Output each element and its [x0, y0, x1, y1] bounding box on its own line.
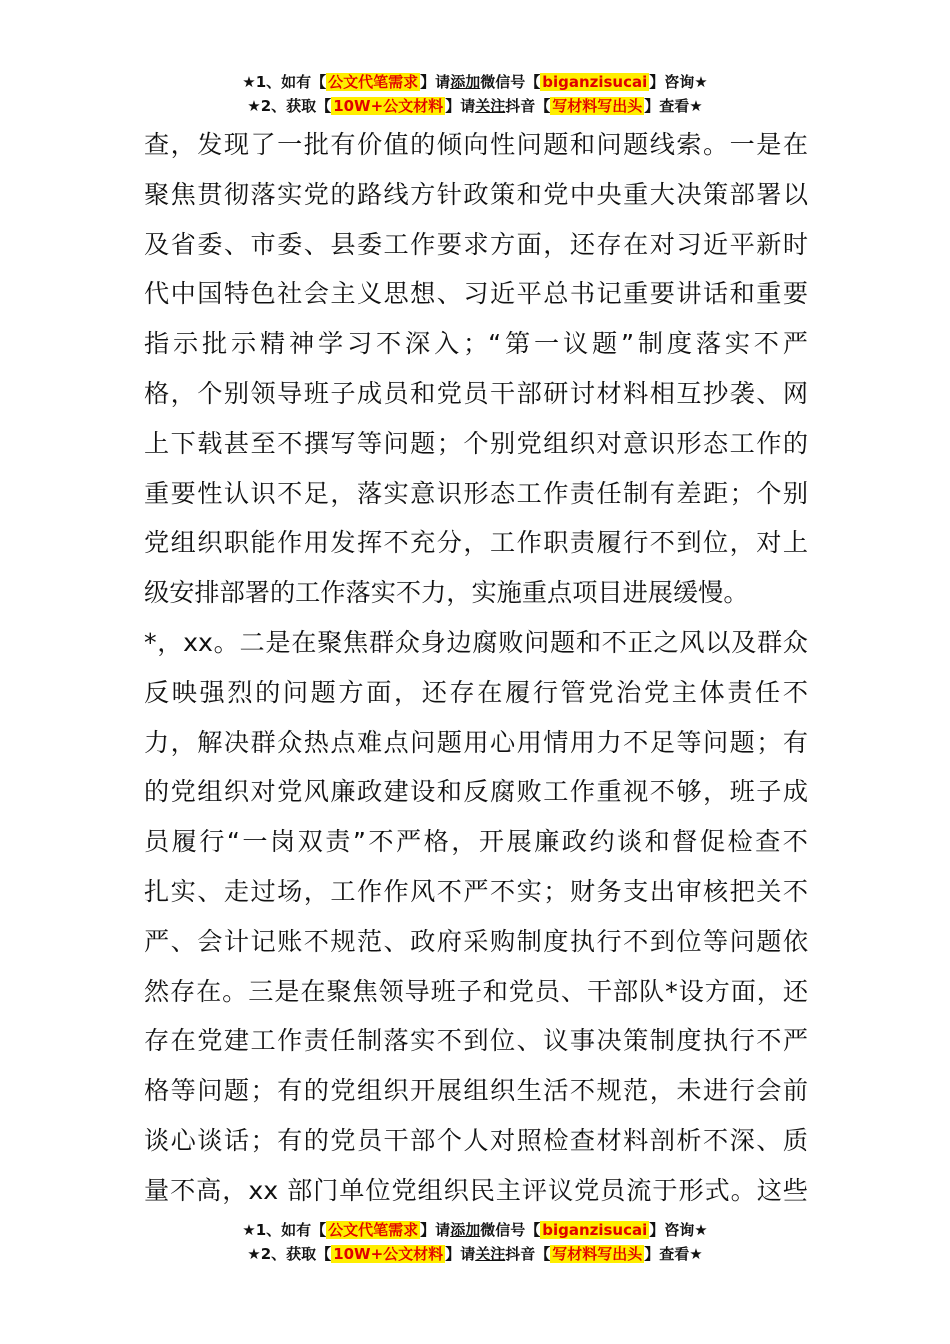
highlight-tag: 10W+公文材料: [333, 97, 444, 115]
body-line: 上下载甚至不撰写等问题；个别党组织对意识形态工作的: [144, 428, 808, 458]
body-line: 代中国特色社会主义思想、习近平总书记重要讲话和重要: [144, 279, 808, 309]
body-line: 格等问题；有的党组织开展组织生活不规范，未进行会前: [144, 1076, 808, 1106]
body-line: 格，个别领导班子成员和党员干部研讨材料相互抄袭、网: [144, 378, 808, 408]
banner-text: ★2、获取【: [247, 97, 332, 115]
banner-text: 】咨询★: [649, 73, 708, 91]
banner-text: ★1、如有【: [242, 1221, 327, 1239]
banner-text: 】请: [420, 73, 451, 91]
body-line: 聚焦贯彻落实党的路线方针政策和党中央重大决策部署以: [144, 179, 808, 209]
body-line: 严、会计记账不规范、政府采购制度执行不到位等问题依: [144, 926, 808, 956]
body-line: 存在党建工作责任制落实不到位、议事决策制度执行不严: [144, 1026, 808, 1056]
wechat-id-highlight: biganzisucai: [542, 1221, 648, 1239]
body-line: 量不高，xx 部门单位党组织民主评议党员流于形式。这些: [144, 1175, 808, 1205]
banner-line-2: [0, 94, 950, 118]
body-line: 级安排部署的工作落实不力，实施重点项目进展缓慢。: [144, 578, 749, 608]
body-line: 指示批示精神学习不深入；“第一议题”制度落实不严: [144, 329, 808, 359]
banner-text: 】咨询★: [649, 1221, 708, 1239]
body-line: 反映强烈的问题方面，还存在履行管党治党主体责任不: [144, 677, 808, 707]
banner-text: ★2、获取【: [247, 1245, 332, 1263]
banner-text: 】请: [445, 1245, 476, 1263]
highlight-tag: 公文代笔需求: [328, 73, 419, 91]
highlight-tag: 公文代笔需求: [328, 1221, 419, 1239]
banner-text: 抖音【: [505, 97, 551, 115]
banner-line-1: [0, 1218, 950, 1242]
banner-line-1: [0, 70, 950, 94]
body-line: 员履行“一岗双责”不严格，开展廉政约谈和督促检查不: [144, 827, 808, 857]
banner-text: 】请: [420, 1221, 451, 1239]
banner-text: 】查看★: [644, 1245, 703, 1263]
banner-text: ★1、如有【: [242, 73, 327, 91]
banner-text: 微信号【: [480, 73, 541, 91]
banner-text: 抖音【: [505, 1245, 551, 1263]
douyin-account-highlight: 写材料写出头: [552, 97, 643, 115]
underlined-text: 关注: [475, 1245, 506, 1263]
underlined-text: 关注: [475, 97, 506, 115]
body-line: 力，解决群众热点难点问题用心用情用力不足等问题；有: [144, 727, 808, 757]
header-banner: [0, 70, 950, 118]
footer-banner: [0, 1218, 950, 1266]
body-line: 然存在。三是在聚焦领导班子和党员、干部队*设方面，还: [144, 976, 808, 1006]
body-line: 的党组织对党风廉政建设和反腐败工作重视不够，班子成: [144, 777, 808, 807]
body-line: 谈心谈话；有的党员干部个人对照检查材料剖析不深、质: [144, 1125, 808, 1155]
douyin-account-highlight: 写材料写出头: [552, 1245, 643, 1263]
body-line: 党组织职能作用发挥不充分，工作职责履行不到位，对上: [144, 528, 808, 558]
body-line: 扎实、走过场，工作作风不严不实；财务支出审核把关不: [144, 876, 808, 906]
body-line: 查，发现了一批有价值的倾向性问题和问题线索。一是在: [144, 130, 808, 159]
banner-text: 】请: [445, 97, 476, 115]
body-line: *，xx。二是在聚焦群众身边腐败问题和不正之风以及群众: [144, 627, 808, 657]
highlight-tag: 10W+公文材料: [333, 1245, 444, 1263]
body-line: 及省委、市委、县委工作要求方面，还存在对习近平新时: [144, 229, 808, 259]
document-body: [144, 120, 808, 1216]
body-line: 重要性认识不足，落实意识形态工作责任制有差距；个别: [144, 478, 808, 508]
wechat-id-highlight: biganzisucai: [542, 73, 648, 91]
banner-text: 微信号【: [480, 1221, 541, 1239]
banner-text: 】查看★: [644, 97, 703, 115]
banner-line-2: [0, 1242, 950, 1266]
underlined-text: 添加: [450, 73, 481, 91]
underlined-text: 添加: [450, 1221, 481, 1239]
